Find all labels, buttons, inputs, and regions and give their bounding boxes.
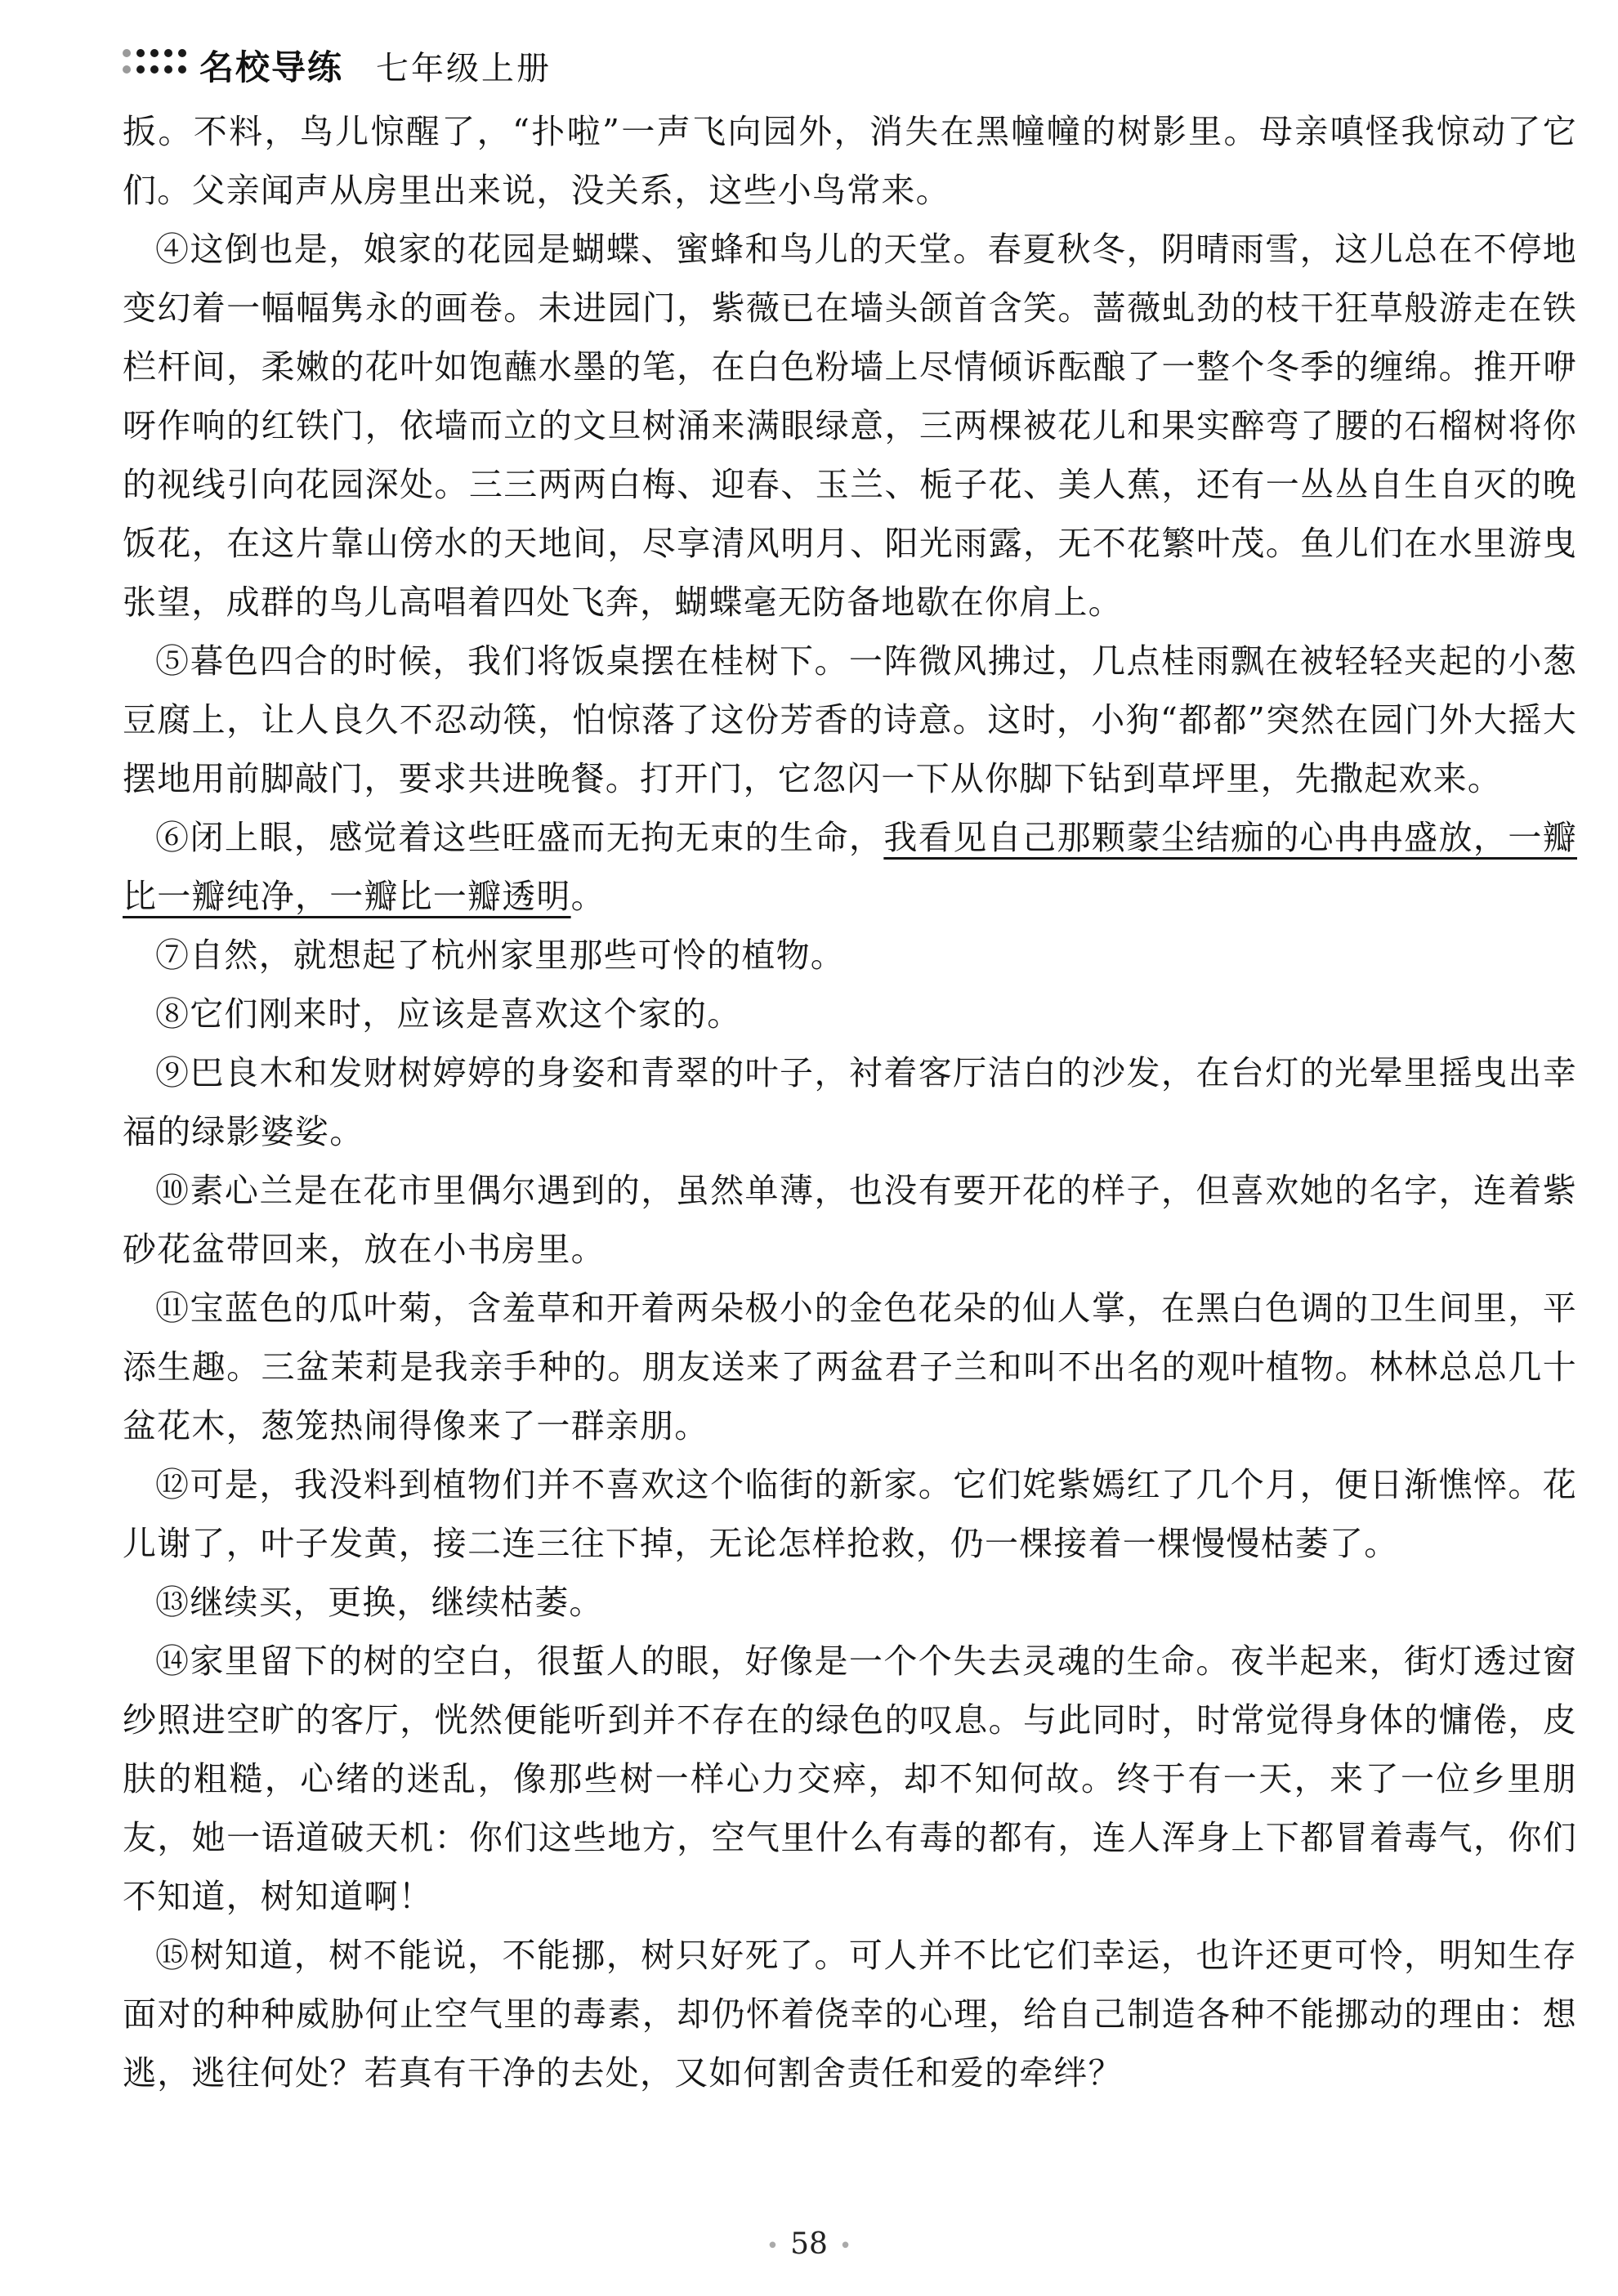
book-brand: 名校导练 (199, 47, 344, 87)
paragraph-4: ④这倒也是，娘家的花园是蝴蝶、蜜蜂和鸟儿的天堂。春夏秋冬，阴晴雨雪，这儿总在不停地变幻着一幅幅隽永的画卷。未进园门，紫薇已在墙头颌首含笑。蔷薇虬劲的枝干狂草般游走在铁栏杆间，柔嫩的花叶如饱蘸水墨的笔，在白色粉墙上尽情倾诉酝酿了一整个冬季的缠绵。推开咿呀作响的红铁门，依墙而立的文旦树涌来满眼绿意，三两棵被花儿和果实醉弯了腰的石榴树将你的视线引向花园深处。三三两两白梅、迎春、玉兰、栀子花、美人蕉，还有一丛丛自生自灭的晚饭花，在这片靠山傍水的天地间，尽享清风明月、阳光雨露，无不花繁叶茂。鱼儿们在水里游曳张望，成群的鸟儿高唱着四处飞奔，蝴蝶毫无防备地歇在你肩上。 (123, 230, 1577, 622)
paragraph-5: ⑤暮色四合的时候，我们将饭桌摆在桂树下。一阵微风拂过，几点桂雨飘在被轻轻夹起的小葱豆腐上，让人良久不忍动筷，怕惊落了这份芳香的诗意。这时，小狗“都都”突然在园门外大摇大摆地用前脚敲门，要求共进晚餐。打开门，它忽闪一下从你脚下钻到草坪里，先撒起欢来。 (123, 641, 1577, 798)
article-body (123, 102, 1577, 2102)
paragraph-15: ⑮树知道，树不能说，不能挪，树只好死了。可人并不比它们幸运，也许还更可怜，明知生存面对的种种威胁何止空气里的毒素，却仍怀着侥幸的心理，给自己制造各种不能挪动的理由：想逃，逃往何处？若真有干净的去处，又如何割舍责任和爱的牵绊？ (123, 1936, 1577, 2093)
paragraph-12: ⑫可是，我没料到植物们并不喜欢这个临街的新家。它们姹紫嫣红了几个月，便日渐憔悴。花儿谢了，叶子发黄，接二连三往下掉，无论怎样抢救，仍一棵接着一棵慢慢枯萎了。 (123, 1465, 1577, 1563)
paragraph-6-lead: ⑥闭上眼，感觉着这些旺盛而无拘无束的生命， (155, 818, 884, 857)
page-number-right-dot: • (838, 2234, 852, 2258)
paragraph-6-end: 。 (570, 877, 606, 916)
page-number-footer (0, 2227, 1618, 2261)
page-header (123, 36, 1561, 85)
paragraph-14: ⑭家里留下的树的空白，很蜇人的眼，好像是一个个失去灵魂的生命。夜半起来，街灯透过窗纱照进空旷的客厅，恍然便能听到并不存在的绿色的叹息。与此同时，时常觉得身体的慵倦，皮肤的粗糙，心绪的迷乱，像那些树一样心力交瘁，却不知何故。终于有一天，来了一位乡里朋友，她一语道破天机：你们这些地方，空气里什么有毒的都有，连人浑身上下都冒着毒气，你们不知道，树知道啊！ (123, 1642, 1577, 1916)
page-number-left-dot: • (766, 2234, 780, 2258)
paragraph-11: ⑪宝蓝色的瓜叶菊，含羞草和开着两朵极小的金色花朵的仙人掌，在黑白色调的卫生间里，平添生趣。三盆茉莉是我亲手种的。朋友送来了两盆君子兰和叫不出名的观叶植物。林林总总几十盆花木，葱笼热闹得像来了一群亲朋。 (123, 1289, 1577, 1445)
decorative-dots-icon (123, 49, 188, 75)
paragraph-10: ⑩素心兰是在花市里偶尔遇到的，虽然单薄，也没有要开花的样子，但喜欢她的名字，连着紫砂花盆带回来，放在小书房里。 (123, 1171, 1577, 1269)
paragraph-9: ⑨巴良木和发财树婷婷的身姿和青翠的叶子，衬着客厅洁白的沙发，在台灯的光晕里摇曳出幸福的绿影婆娑。 (123, 1053, 1577, 1151)
paragraph-6 (123, 808, 1577, 926)
paragraph-continued: 扳。不料，鸟儿惊醒了，“扑啦”一声飞向园外，消失在黑幢幢的树影里。母亲嗔怪我惊动了它们。父亲闻声从房里出来说，没关系，这些小鸟常来。 (123, 112, 1577, 210)
grade-label: 七年级上册 (376, 50, 552, 87)
underlined-sentence: 我看见自己那颗蒙尘结痂的心冉冉盛放，一瓣比一瓣纯净，一瓣比一瓣透明 (123, 818, 1577, 916)
paragraph-7: ⑦自然，就想起了杭州家里那些可怜的植物。 (155, 936, 845, 975)
page-number: 58 (790, 2227, 828, 2261)
paragraph-8: ⑧它们刚来时，应该是喜欢这个家的。 (155, 994, 742, 1034)
paragraph-13: ⑬继续买，更换，继续枯萎。 (155, 1583, 604, 1622)
